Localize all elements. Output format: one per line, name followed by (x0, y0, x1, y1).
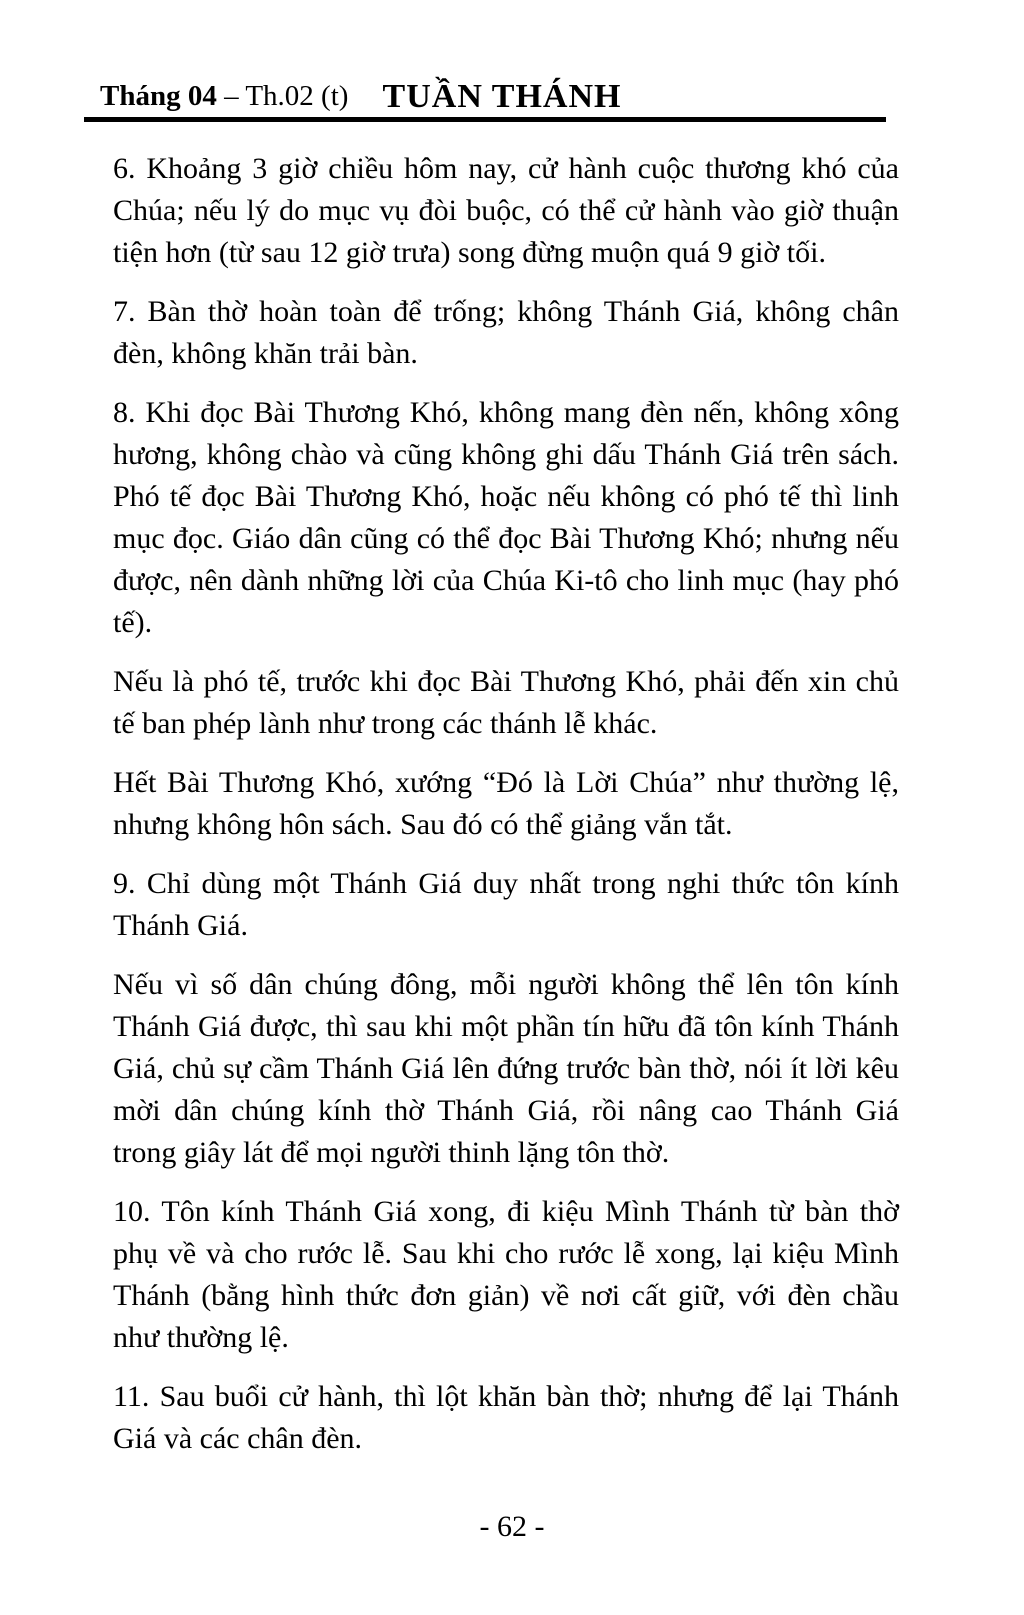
paragraph-7: 7. Bàn thờ hoàn toàn để trống; không Thánh Giá, không chân đèn, không khăn trải bàn. (113, 295, 899, 370)
page-title: TUẦN THÁNH (382, 78, 622, 115)
paragraph-9: 9. Chỉ dùng một Thánh Giá duy nhất trong nghi thức tôn kính Thánh Giá. (113, 867, 899, 942)
running-header-month: Tháng 04 (100, 80, 217, 112)
paragraph-9-note-crowd: Nếu vì số dân chúng đông, mỗi người không thể lên tôn kính Thánh Giá được, thì sau khi một phần tín hữu đã tôn kính Thánh Giá, chủ sự cầm Thánh Giá lên đứng trước bàn thờ, nói ít lời kêu mời dân chúng kính thờ Thánh Giá, rồi nâng cao Thánh Giá trong giây lát để mọi người thinh lặng tôn thờ. (113, 968, 899, 1169)
running-header-detail: – Th.02 (t) (216, 80, 349, 112)
page-header (100, 78, 904, 114)
paragraph-11: 11. Sau buổi cử hành, thì lột khăn bàn thờ; nhưng để lại Thánh Giá và các chân đèn. (113, 1380, 899, 1455)
paragraph-8: 8. Khi đọc Bài Thương Khó, không mang đèn nến, không xông hương, không chào và cũng không ghi dấu Thánh Giá trên sách. Phó tế đọc Bài Thương Khó, hoặc nếu không có phó tế thì linh mục đọc. Giáo dân cũng có thể đọc Bài Thương Khó; nhưng nếu được, nên dành những lời của Chúa Ki-tô cho linh mục (hay phó tế). (113, 396, 899, 639)
paragraph-8-note-ending: Hết Bài Thương Khó, xướng “Đó là Lời Chúa” như thường lệ, nhưng không hôn sách. Sau đó có thể giảng vắn tắt. (113, 766, 899, 841)
paragraph-6: 6. Khoảng 3 giờ chiều hôm nay, cử hành cuộc thương khó của Chúa; nếu lý do mục vụ đòi buộc, có thể cử hành vào giờ thuận tiện hơn (từ sau 12 giờ trưa) song đừng muộn quá 9 giờ tối. (113, 152, 899, 269)
paragraph-8-note-deacon: Nếu là phó tế, trước khi đọc Bài Thương Khó, phải đến xin chủ tế ban phép lành như trong các thánh lễ khác. (113, 665, 899, 740)
paragraph-10: 10. Tôn kính Thánh Giá xong, đi kiệu Mình Thánh từ bàn thờ phụ về và cho rước lễ. Sau khi cho rước lễ xong, lại kiệu Mình Thánh (bằng hình thức đơn giản) về nơi cất giữ, với đèn chầu như thường lệ. (113, 1195, 899, 1354)
document-body (113, 148, 899, 1477)
running-header-left (100, 80, 348, 113)
page-number: - 62 - (479, 1510, 545, 1543)
header-rule (84, 117, 886, 122)
